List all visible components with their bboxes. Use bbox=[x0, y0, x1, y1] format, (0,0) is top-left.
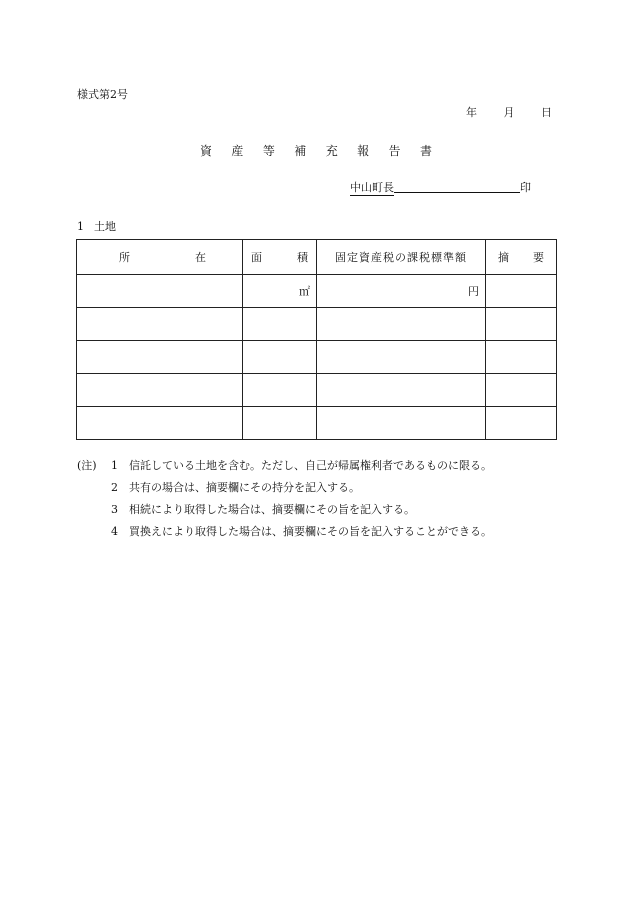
note-item bbox=[77, 499, 492, 521]
header-area-b: 積 bbox=[297, 251, 308, 264]
note-text: 買換えにより取得した場合は、摘要欄にその旨を記入することができる。 bbox=[129, 525, 492, 538]
cell-area[interactable] bbox=[243, 374, 317, 407]
note-number: 3 bbox=[111, 503, 118, 516]
cell-tax-base[interactable] bbox=[317, 275, 486, 308]
section-label: 土地 bbox=[94, 220, 116, 233]
cell-remarks[interactable] bbox=[486, 374, 557, 407]
title-char: 充 bbox=[325, 144, 338, 158]
table-row bbox=[77, 341, 557, 374]
note-number: 4 bbox=[111, 525, 118, 538]
title-char: 等 bbox=[262, 144, 275, 158]
land-table bbox=[76, 239, 557, 440]
header-location-a: 所 bbox=[119, 251, 130, 264]
header-remarks bbox=[486, 240, 557, 275]
form-number: 様式第2号 bbox=[77, 88, 128, 101]
cell-tax-base[interactable] bbox=[317, 407, 486, 440]
note-text: 共有の場合は、摘要欄にその持分を記入する。 bbox=[129, 481, 360, 494]
note-item bbox=[77, 521, 492, 543]
recipient-name: 中山町長 bbox=[350, 181, 394, 194]
title-char: 書 bbox=[419, 144, 432, 158]
cell-remarks[interactable] bbox=[486, 275, 557, 308]
notes-lead-spacer bbox=[77, 521, 111, 543]
seal-mark: 印 bbox=[520, 181, 531, 194]
title-char: 資 bbox=[200, 144, 213, 158]
note-number: 1 bbox=[111, 459, 118, 472]
title-char: 補 bbox=[294, 144, 307, 158]
recipient-line bbox=[350, 179, 531, 196]
note-item bbox=[77, 477, 492, 499]
date-line bbox=[466, 104, 552, 120]
header-area-a: 面 bbox=[251, 251, 262, 264]
notes-lead: (注) bbox=[77, 459, 97, 472]
notes-lead-spacer bbox=[77, 499, 111, 521]
note-number: 2 bbox=[111, 481, 118, 494]
cell-tax-base[interactable] bbox=[317, 374, 486, 407]
table-row bbox=[77, 407, 557, 440]
cell-area[interactable] bbox=[243, 308, 317, 341]
note-item bbox=[77, 455, 492, 477]
cell-location[interactable] bbox=[77, 341, 243, 374]
cell-tax-base[interactable] bbox=[317, 308, 486, 341]
notes-lead-spacer bbox=[77, 477, 111, 499]
cell-location[interactable] bbox=[77, 374, 243, 407]
cell-area[interactable] bbox=[243, 275, 317, 308]
unit-square-meter: ㎡ bbox=[299, 285, 310, 298]
date-day: 日 bbox=[541, 106, 552, 119]
unit-yen: 円 bbox=[468, 285, 479, 298]
table-row bbox=[77, 275, 557, 308]
title-char: 産 bbox=[231, 144, 244, 158]
notes bbox=[77, 455, 492, 543]
header-area bbox=[243, 240, 317, 275]
table-row bbox=[77, 308, 557, 341]
cell-remarks[interactable] bbox=[486, 407, 557, 440]
header-remarks-a: 摘 bbox=[498, 251, 509, 264]
cell-area[interactable] bbox=[243, 407, 317, 440]
note-text: 信託している土地を含む。ただし、自己が帰属権利者であるものに限る。 bbox=[129, 459, 492, 472]
cell-location[interactable] bbox=[77, 308, 243, 341]
header-location-b: 在 bbox=[195, 251, 206, 264]
section-heading bbox=[77, 218, 116, 234]
cell-location[interactable] bbox=[77, 275, 243, 308]
section-number: 1 bbox=[77, 220, 84, 233]
header-remarks-b: 要 bbox=[533, 251, 544, 264]
cell-remarks[interactable] bbox=[486, 308, 557, 341]
cell-remarks[interactable] bbox=[486, 341, 557, 374]
cell-tax-base[interactable] bbox=[317, 341, 486, 374]
cell-area[interactable] bbox=[243, 341, 317, 374]
table-row bbox=[77, 374, 557, 407]
signature-line[interactable] bbox=[394, 180, 520, 193]
table-header-row bbox=[77, 240, 557, 275]
header-tax-base bbox=[317, 240, 486, 275]
header-tax-base-label: 固定資産税の課税標準額 bbox=[335, 251, 467, 264]
date-year: 年 bbox=[466, 106, 477, 119]
title-char: 報 bbox=[357, 144, 370, 158]
cell-location[interactable] bbox=[77, 407, 243, 440]
header-location bbox=[77, 240, 243, 275]
date-month: 月 bbox=[503, 106, 515, 119]
note-text: 相続により取得した場合は、摘要欄にその旨を記入する。 bbox=[129, 503, 415, 516]
title-char: 告 bbox=[388, 144, 401, 158]
document-title bbox=[200, 142, 432, 159]
